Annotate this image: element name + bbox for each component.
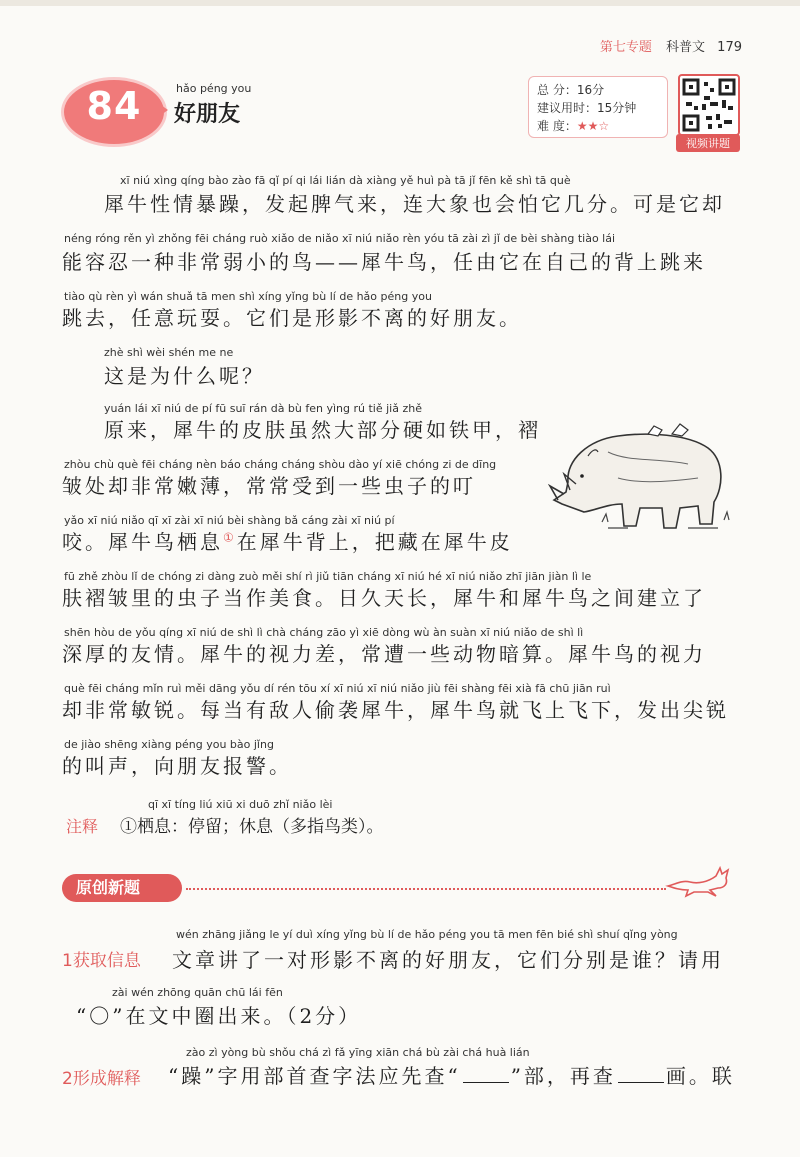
qr-label: 视频讲题 xyxy=(676,134,740,152)
text-line: 原来，犀牛的皮肤虽然大部分硬如铁甲，褶 xyxy=(104,418,541,442)
pinyin-line: zhè shì wèi shén me ne xyxy=(104,346,234,359)
subject-label: 科普文 xyxy=(666,40,706,55)
footnote-ref[interactable]: ① xyxy=(223,530,237,545)
question-1-text: 文章讲了一对形影不离的好朋友，它们分别是谁？请用 xyxy=(172,948,724,972)
text-line: 皱处却非常嫩薄，常常受到一些虫子的叮 xyxy=(62,474,476,498)
pinyin-line: yǎo xī niú niǎo qī xī zài xī niú bèi shàng bǎ cáng zài xī niú pí xyxy=(64,514,395,527)
question-1-label: 1获取信息 xyxy=(62,951,141,971)
meta-difficulty-label: 难 度： xyxy=(537,119,577,133)
rhino-illustration xyxy=(548,412,734,536)
text-segment: 画。联 xyxy=(665,1064,735,1088)
pinyin-line: fū zhě zhòu lǐ de chóng zi dàng zuò měi shí rì jiǔ tiān cháng xī niú hé xī niú niǎo zhī jiān jiàn lì le xyxy=(64,570,592,583)
text-segment: ”部，再查 xyxy=(510,1064,616,1088)
lesson-title: 好朋友 xyxy=(174,102,241,127)
text-line: 这是为什么呢？ xyxy=(104,364,265,388)
cat-icon xyxy=(664,862,734,898)
pinyin-line: zào zì yòng bù shǒu chá zì fǎ yīng xiān chá bù zài chá huà lián xyxy=(186,1046,530,1059)
pinyin-line: yuán lái xī niú de pí fū suī rán dà bù fen yìng rú tiě jiǎ zhě xyxy=(104,402,422,415)
meta-difficulty xyxy=(537,117,609,134)
qr-code[interactable] xyxy=(678,74,740,136)
topic-label: 第七专题 xyxy=(599,40,652,55)
pinyin-line: shēn hòu de yǒu qíng xī niú de shì lì chà cháng zāo yì xiē dòng wù àn suàn xī niú niǎo de shì lì xyxy=(64,626,584,639)
note-text: ①栖息：停留；休息（多指鸟类）。 xyxy=(120,817,384,837)
pinyin-line: wén zhāng jiǎng le yí duì xíng yǐng bù lí de hǎo péng you tā men fēn bié shì shuí qǐng yòng xyxy=(176,928,678,941)
top-edge xyxy=(0,0,800,6)
meta-time xyxy=(537,99,636,116)
lesson-number: 84 xyxy=(86,84,142,128)
pinyin-line: néng róng rěn yì zhǒng fēi cháng ruò xiǎo de niǎo xī niú niǎo rèn yóu tā zài zì jǐ de bèi shàng tiào lái xyxy=(64,232,616,245)
text-segment: 咬。犀牛鸟栖息 xyxy=(62,530,223,554)
meta-total xyxy=(537,81,604,98)
difficulty-stars: ★★☆ xyxy=(576,119,610,133)
text-segment: 在犀牛背上，把藏在犀牛皮 xyxy=(236,530,513,554)
title-pinyin: hǎo péng you xyxy=(176,82,252,95)
text-line: 却非常敏锐。每当有敌人偷袭犀牛，犀牛鸟就飞上飞下，发出尖锐 xyxy=(62,698,729,722)
running-header xyxy=(600,36,742,55)
text-line xyxy=(62,526,513,555)
text-line: 跳去，任意玩耍。它们是形影不离的好朋友。 xyxy=(62,306,522,330)
pinyin-line: zhòu chù què fēi cháng nèn báo cháng cháng shòu dào yí xiē chóng zi de dīng xyxy=(64,458,497,471)
pinyin-line: tiào qù rèn yì wán shuǎ tā men shì xíng yǐng bù lí de hǎo péng you xyxy=(64,290,432,303)
section-divider xyxy=(186,888,666,890)
qr-code-icon xyxy=(680,76,738,134)
pinyin-line: xī niú xìng qíng bào zào fā qǐ pí qi lái lián dà xiàng yě huì pà tā jǐ fēn kě shì tā què xyxy=(120,174,571,187)
question-1-text-2: “〇”在文中圈出来。（2分） xyxy=(76,1004,362,1028)
pinyin-line: de jiào shēng xiàng péng you bào jǐng xyxy=(64,738,274,751)
text-line: 的叫声，向朋友报警。 xyxy=(62,754,292,778)
meta-total-value: 16分 xyxy=(576,83,605,97)
meta-time-value: 15分钟 xyxy=(597,101,637,115)
note-label: 注释 xyxy=(66,817,99,836)
text-line: 肤褶皱里的虫子当作美食。日久天长，犀牛和犀牛鸟之间建立了 xyxy=(62,586,706,610)
pinyin-line: què fēi cháng mǐn ruì měi dāng yǒu dí rén tōu xí xī niú xī niú niǎo jiù fēi shàng fēi xià fā chū jiān ruì xyxy=(64,682,611,695)
text-line: 能容忍一种非常弱小的鸟——犀牛鸟，任由它在自己的背上跳来 xyxy=(62,250,706,274)
note-pinyin: qī xī tíng liú xiū xi duō zhǐ niǎo lèi xyxy=(148,798,333,811)
answer-blank[interactable] xyxy=(618,1082,664,1083)
meta-total-label: 总 分： xyxy=(537,83,577,97)
text-segment: “躁”字用部首查字法应先查“ xyxy=(168,1064,461,1088)
pinyin-line: zài wén zhōng quān chū lái fēn xyxy=(112,986,283,999)
text-line: 犀牛性情暴躁，发起脾气来，连大象也会怕它几分。可是它却 xyxy=(104,192,725,216)
meta-box xyxy=(528,76,668,138)
question-2-label: 2形成解释 xyxy=(62,1069,141,1089)
page-number: 179 xyxy=(717,40,742,55)
text-line: 深厚的友情。犀牛的视力差，常遭一些动物暗算。犀牛鸟的视力 xyxy=(62,642,706,666)
meta-time-label: 建议用时： xyxy=(537,101,598,115)
answer-blank[interactable] xyxy=(463,1082,509,1083)
section-title: 原创新题 xyxy=(62,874,182,902)
question-2-text xyxy=(168,1060,735,1089)
